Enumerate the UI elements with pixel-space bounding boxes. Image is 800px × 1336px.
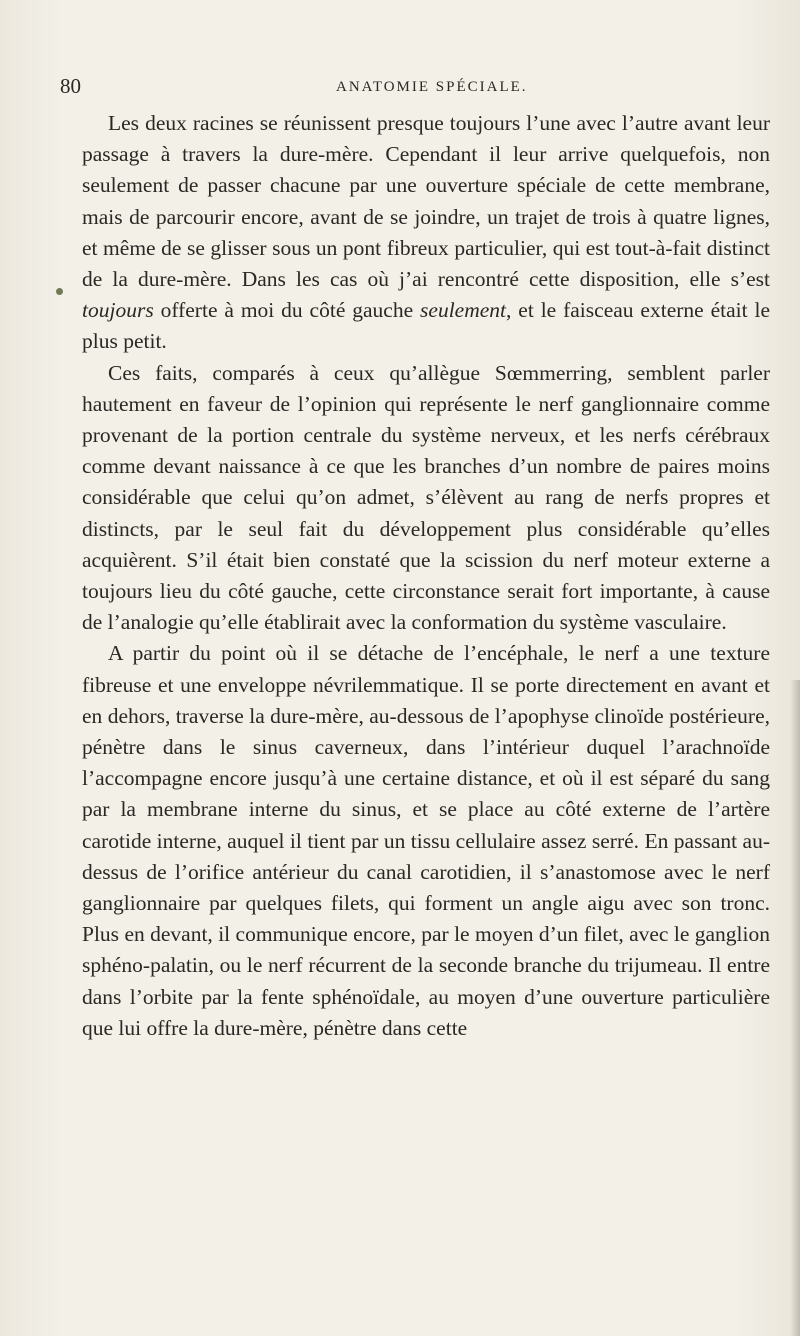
ink-spot (56, 288, 63, 295)
emphasis-toujours: toujours (82, 298, 154, 323)
paragraph-1-part-1: Les deux racines se réunissent presque toujours l’une avec l’autre avant leur passage à travers la dure-mère. Cependant il leur arrive quelquefois, non seulement de passer chacune par une ouverture spéciale de cette membrane, mais de parcourir encore, avant de se joindre, un trajet de trois à quatre lignes, et même de se glisser sous un pont fibreux particulier, qui est tout-à-fait distinct de la dure-mère. Dans les cas où j’ai rencontré cette disposition, elle s’est (82, 111, 770, 292)
page-header (60, 74, 760, 100)
paragraph-3: A partir du point où il se détache de l’encéphale, le nerf a une texture fibreuse et une enveloppe névrilemmatique. Il se porte directement en avant et en dehors, traverse la dure-mère, au-dessous de l’apophyse clinoïde postérieure, pénètre dans le sinus caverneux, dans l’intérieur duquel l’arachnoïde l’accompagne encore jusqu’à une certaine distance, et où il est séparé du sang par la membrane interne du sinus, et se place au côté externe de l’artère carotide interne, auquel il tient par un tissu cellulaire assez serré. En passant au-dessus de l’orifice antérieur du canal carotidien, il s’anastomose avec le nerf ganglionnaire par quelques filets, qui forment un angle aigu avec son tronc. Plus en devant, il communique encore, par le moyen d’un filet, avec le ganglion sphéno-palatin, ou le nerf récurrent de la seconde branche du trijumeau. Il entre dans l’orbite par la fente sphénoïdale, au moyen d’une ouverture particulière que lui offre la dure-mère, pénètre dans cette (82, 641, 770, 1040)
paragraph-1-part-3: , et le faisceau externe était le plus petit. (82, 298, 770, 354)
running-head: ANATOMIE SPÉCIALE. (336, 79, 528, 95)
body-text (82, 108, 770, 1044)
page-edge-shadow (790, 680, 800, 1336)
paragraph-2: Ces faits, comparés à ceux qu’allègue Sœmmerring, semblent parler hautement en faveur de l’opinion qui représente le nerf ganglionnaire comme provenant de la portion centrale du système nerveux, et les nerfs cérébraux comme devant naissance à ce que les branches d’un nombre de paires moins considérable que celui qu’on admet, s’élèvent au rang de nerfs propres et distincts, par le seul fait du développement plus considérable qu’elles acquièrent. S’il était bien constaté que la scission du nerf moteur externe a toujours lieu du côté gauche, cette circonstance serait fort importante, à cause de l’analogie qu’elle établirait avec la conformation du système vasculaire. (82, 360, 770, 635)
paragraph-1 (82, 108, 770, 358)
paragraph-1-part-2: offerte à moi du côté gauche (153, 298, 421, 323)
emphasis-seulement: seulement (420, 298, 507, 323)
page-number: 80 (60, 74, 81, 98)
